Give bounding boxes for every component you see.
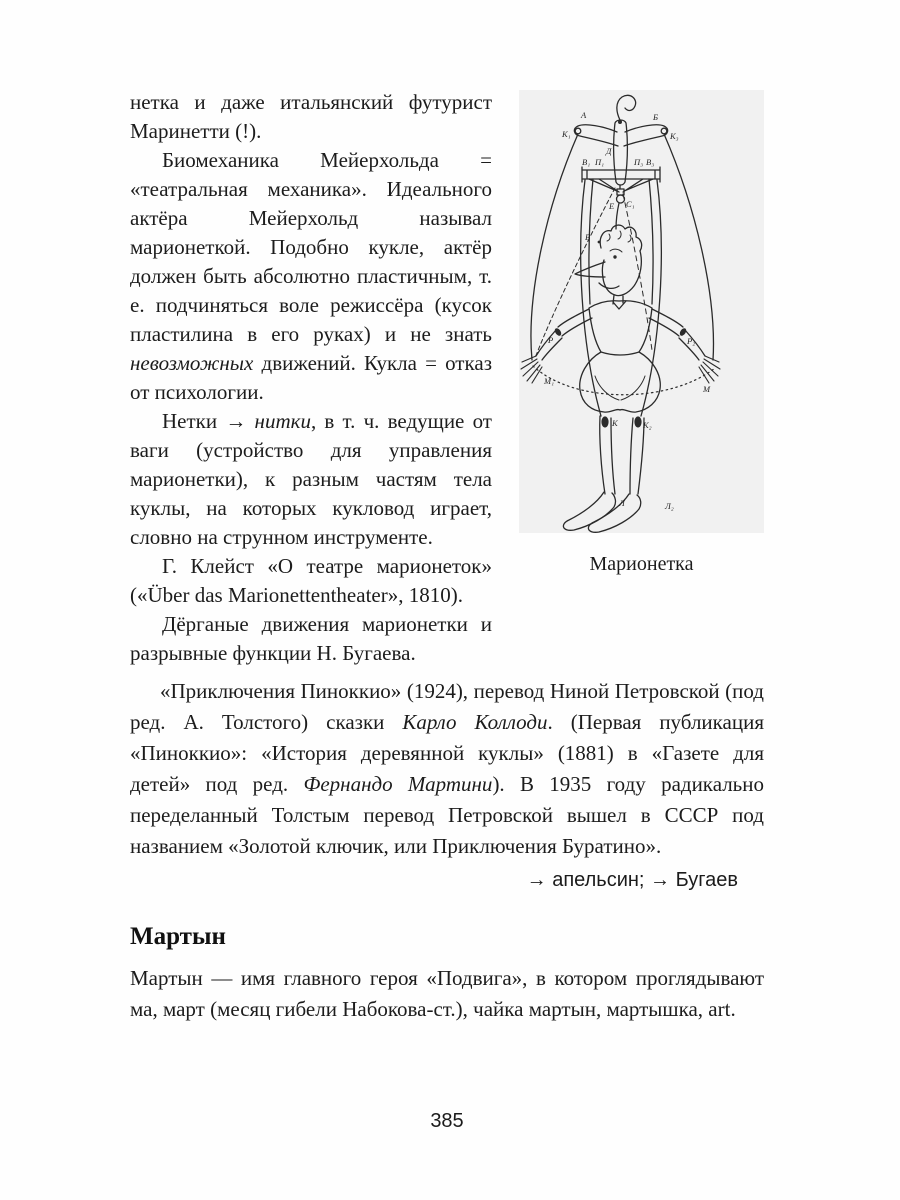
paragraph-biomechanics	[130, 146, 492, 407]
wide-section	[130, 676, 764, 894]
paragraph-text-italic: нитки	[254, 409, 311, 433]
paragraph-text-italic: Фернандо Мартини	[303, 772, 493, 796]
paragraph-pinocchio	[130, 676, 764, 862]
figure-label: М	[703, 384, 711, 394]
figure-label: В₁	[582, 157, 591, 167]
figure-label: К₁	[562, 129, 571, 139]
figure-label: Р₂	[687, 336, 696, 346]
marionette-diagram	[519, 90, 764, 533]
cross-reference: → апельсин; → Бугаев	[526, 869, 738, 891]
entry-heading: Мартын	[130, 923, 226, 950]
paragraph-bugaev	[130, 610, 492, 668]
left-text-column	[130, 88, 492, 668]
figure-label: В₃	[646, 157, 655, 167]
figure-label: Л	[619, 498, 625, 508]
paragraph-netki	[130, 407, 492, 552]
figure-label: Д	[606, 146, 612, 156]
paragraph-text-italic: невозможных	[130, 351, 254, 375]
figure-label: Л₂	[665, 501, 674, 511]
page-number: 385	[430, 1110, 464, 1132]
marionette-illustration	[519, 90, 764, 533]
paragraph-text: Биомеханика Мейерхольда = «театральная механика». Идеального актёра Мейерхольд называл марионеткой. Подобно кукле, актёр должен быть абсолютно пластичным, т. е. подчиняться воле режиссёра (кусок пластилина в его руках) и не знать	[130, 148, 492, 346]
paragraph-text: Г. Клейст «О театре марионеток» («Über das Marionettentheater», 1810).	[130, 554, 492, 607]
figure-label: П₁	[595, 157, 605, 167]
paragraph-text-italic: Карло Коллоди	[402, 710, 548, 734]
hook-shape	[617, 95, 636, 120]
figure-label: К	[612, 418, 618, 428]
paragraph-text: , в т. ч. ведущие от ваги (устройство для управления марионетки), к разным частям тела куклы, на которых кукловод играет, словно на струнном инструменте.	[130, 409, 492, 549]
paragraph-continuation	[130, 88, 492, 146]
figure-caption: Марионетка	[589, 553, 694, 575]
paragraph-text: «Приключения Пиноккио» (1924), перевод Ниной Петровской (под ред. А. Толстого) сказки	[130, 679, 764, 734]
figure-label: А	[581, 110, 587, 120]
paragraph-text: Нетки →	[162, 409, 255, 433]
text-block	[130, 88, 764, 1025]
figure-label: М₁	[544, 376, 555, 386]
paragraph-martyn	[130, 963, 764, 1025]
paragraph-text: ). В 1935 году радикально переделанный Толстым перевод Петровской вышел в СССР под названием «Золотой ключик, или Приключения Буратино».	[130, 772, 764, 858]
top-section	[130, 88, 764, 668]
paragraph-text: нетка и даже итальянский футурист Маринетти (!).	[130, 90, 492, 143]
paragraph-text: . (Первая публикация «Пиноккио»: «История деревянной куклы» (1881) в «Газете для детей» под ред.	[130, 710, 764, 796]
figure-label: Р	[548, 335, 554, 345]
figure-label: Б	[653, 112, 659, 122]
paragraph-text: движений. Кукла = отказ от психологии.	[130, 351, 492, 404]
marionette-figure	[519, 90, 764, 576]
paragraph-kleist	[130, 552, 492, 610]
figure-label: К₂	[643, 420, 652, 430]
figure-label: П₃	[634, 157, 644, 167]
figure-label: К₃	[670, 131, 679, 141]
paragraph-text: Мартын — имя главного героя «Подвига», в котором проглядывают ма, март (месяц гибели Набокова-ст.), чайка мартын, мартышка, art.	[130, 966, 764, 1021]
figure-label: С₁	[626, 199, 635, 209]
figure-label: Е	[609, 201, 615, 211]
figure-label: В	[585, 232, 591, 242]
paragraph-text: Дёрганые движения марионетки и разрывные функции Н. Бугаева.	[130, 612, 492, 665]
